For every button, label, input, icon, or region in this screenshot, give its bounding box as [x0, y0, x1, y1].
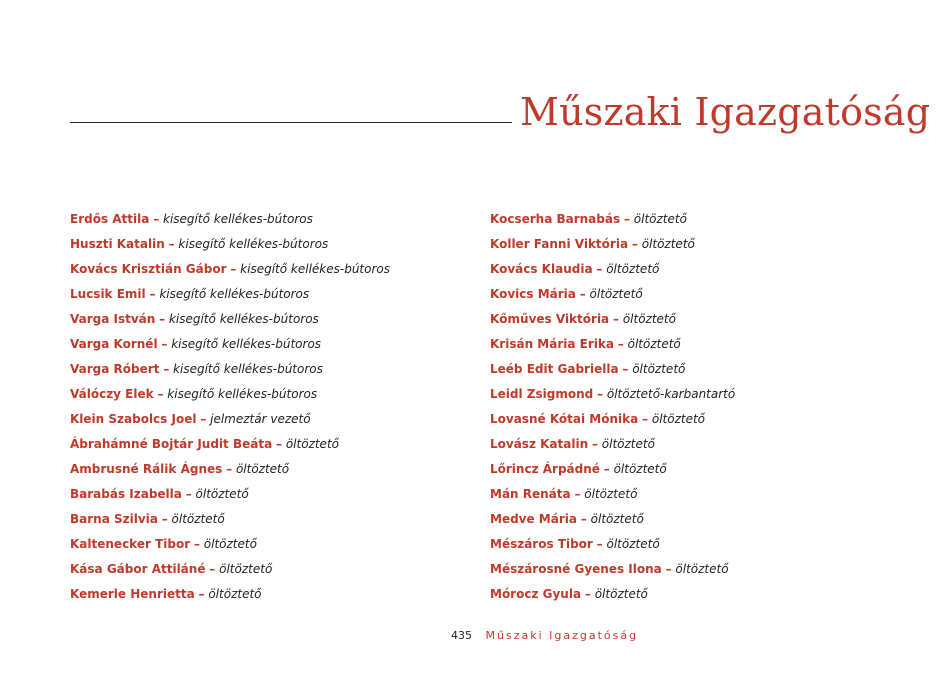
- staff-name: Leéb Edit Gabriella: [490, 362, 619, 376]
- staff-name: Kocserha Barnabás: [490, 212, 621, 226]
- staff-role: öltöztető: [632, 362, 686, 376]
- staff-entry: [490, 434, 735, 459]
- staff-role: öltöztető: [285, 437, 339, 451]
- staff-name: Leidl Zsigmond: [490, 387, 594, 401]
- running-title: Műszaki Igazgatóság: [485, 629, 639, 642]
- staff-name: Lovász Katalin: [490, 437, 589, 451]
- staff-name: Klein Szabolcs Joel: [70, 412, 197, 426]
- staff-name: Mán Renáta: [490, 487, 571, 501]
- dash-separator: –: [622, 362, 629, 376]
- staff-entry: [70, 359, 390, 384]
- staff-entry: [490, 559, 735, 584]
- dash-separator: –: [168, 237, 175, 251]
- staff-name: Varga István: [70, 312, 156, 326]
- dash-separator: –: [574, 487, 581, 501]
- staff-role: öltöztető: [627, 337, 681, 351]
- staff-name: Ábrahámné Bojtár Judit Beáta: [70, 437, 273, 451]
- dash-separator: –: [198, 587, 205, 601]
- staff-role: kisegítő kellékes-bútoros: [159, 287, 310, 301]
- dash-separator: –: [591, 437, 598, 451]
- staff-name: Lovasné Kótai Mónika: [490, 412, 639, 426]
- dash-separator: –: [230, 262, 237, 276]
- staff-role: kisegítő kellékes-bútoros: [171, 337, 322, 351]
- page-footer: [451, 627, 638, 645]
- dash-separator: –: [580, 512, 587, 526]
- dash-separator: –: [149, 287, 156, 301]
- dash-separator: –: [623, 212, 630, 226]
- staff-name: Kovics Mária: [490, 287, 576, 301]
- dash-separator: –: [603, 462, 610, 476]
- dash-separator: –: [226, 462, 233, 476]
- dash-separator: –: [665, 562, 672, 576]
- staff-list-right: [490, 209, 735, 609]
- staff-entry: [490, 209, 735, 234]
- staff-name: Lucsik Emil: [70, 287, 146, 301]
- staff-entry: [70, 234, 390, 259]
- dash-separator: –: [276, 437, 282, 451]
- staff-role: öltöztető: [219, 562, 273, 576]
- dash-separator: –: [157, 387, 164, 401]
- staff-entry: [490, 534, 735, 559]
- dash-separator: –: [584, 587, 591, 601]
- dash-separator: –: [193, 537, 200, 551]
- staff-entry: [70, 409, 390, 434]
- staff-name: Kovács Krisztián Gábor: [70, 262, 227, 276]
- staff-role: öltöztető: [622, 312, 676, 326]
- staff-name: Kőműves Viktória: [490, 312, 610, 326]
- staff-role: öltöztető: [171, 512, 225, 526]
- staff-role: öltöztető: [606, 537, 660, 551]
- staff-role: kisegítő kellékes-bútoros: [163, 212, 313, 226]
- staff-role: öltöztető: [235, 462, 290, 476]
- page-number: 435: [451, 629, 472, 642]
- staff-entry: [70, 309, 390, 334]
- staff-entry: [490, 309, 735, 334]
- staff-entry: [70, 384, 390, 409]
- staff-name: Mészárosné Gyenes Ilona: [490, 562, 662, 576]
- staff-name: Krisán Mária Erika: [490, 337, 614, 351]
- staff-name: Varga Kornél: [70, 337, 158, 351]
- staff-entry: [70, 459, 390, 484]
- staff-role: öltöztető: [633, 212, 687, 226]
- staff-role: öltöztető: [590, 512, 644, 526]
- staff-entry: [490, 484, 735, 509]
- staff-name: Kása Gábor Attiláné: [70, 562, 206, 576]
- dash-separator: –: [579, 287, 586, 301]
- dash-separator: –: [185, 487, 192, 501]
- page-title: Műszaki Igazgatóság: [520, 90, 931, 134]
- staff-role: öltöztető: [613, 462, 667, 476]
- staff-role: kisegítő kellékes-bútoros: [167, 387, 318, 401]
- staff-role: jelmeztár vezető: [210, 412, 311, 426]
- staff-entry: [490, 384, 735, 409]
- staff-entry: [70, 534, 390, 559]
- staff-entry: [490, 584, 735, 609]
- dash-separator: –: [597, 387, 604, 401]
- dash-separator: –: [209, 562, 216, 576]
- staff-entry: [490, 409, 735, 434]
- staff-entry: [70, 209, 390, 234]
- staff-role: öltöztető: [641, 237, 695, 251]
- staff-entry: [490, 334, 735, 359]
- dash-separator: –: [617, 337, 624, 351]
- staff-name: Válóczy Elek: [70, 387, 154, 401]
- dash-separator: –: [159, 312, 166, 326]
- staff-name: Medve Mária: [490, 512, 577, 526]
- staff-name: Kovács Klaudia: [490, 262, 593, 276]
- staff-entry: [490, 284, 735, 309]
- staff-role: kisegítő kellékes-bútoros: [173, 362, 323, 376]
- dash-separator: –: [153, 212, 160, 226]
- staff-name: Erdős Attila: [70, 212, 150, 226]
- staff-entry: [490, 234, 735, 259]
- staff-name: Barabás Izabella: [70, 487, 182, 501]
- staff-role: öltöztető: [651, 412, 706, 426]
- staff-role: öltöztető: [675, 562, 729, 576]
- staff-entry: [490, 359, 735, 384]
- staff-role: öltöztető: [606, 262, 660, 276]
- dash-separator: –: [200, 412, 207, 426]
- header-rule: [70, 122, 512, 123]
- staff-role: öltöztető: [195, 487, 249, 501]
- dash-separator: –: [161, 337, 168, 351]
- staff-name: Kaltenecker Tibor: [70, 537, 191, 551]
- staff-role: kisegítő kellékes-bútoros: [178, 237, 329, 251]
- staff-role: öltöztető: [594, 587, 648, 601]
- dash-separator: –: [596, 537, 603, 551]
- staff-name: Mészáros Tibor: [490, 537, 593, 551]
- staff-name: Mórocz Gyula: [490, 587, 582, 601]
- staff-role: öltöztető: [208, 587, 262, 601]
- staff-role: öltöztető: [584, 487, 638, 501]
- staff-role: kisegítő kellékes-bútoros: [168, 312, 319, 326]
- staff-entry: [70, 334, 390, 359]
- staff-role: öltöztető-karbantartó: [606, 387, 736, 401]
- staff-name: Kemerle Henrietta: [70, 587, 195, 601]
- staff-role: öltöztető: [203, 537, 257, 551]
- dash-separator: –: [163, 362, 170, 376]
- staff-list-left: [70, 209, 390, 609]
- staff-entry: [490, 259, 735, 284]
- staff-role: kisegítő kellékes-bútoros: [240, 262, 390, 276]
- dash-separator: –: [631, 237, 638, 251]
- staff-role: öltöztető: [601, 437, 655, 451]
- staff-entry: [70, 584, 390, 609]
- staff-name: Huszti Katalin: [70, 237, 165, 251]
- staff-entry: [490, 459, 735, 484]
- dash-separator: –: [596, 262, 603, 276]
- dash-separator: –: [612, 312, 619, 326]
- staff-role: öltöztető: [589, 287, 643, 301]
- staff-entry: [70, 509, 390, 534]
- staff-entry: [70, 259, 390, 284]
- staff-entry: [70, 559, 390, 584]
- staff-name: Barna Szilvia: [70, 512, 158, 526]
- dash-separator: –: [161, 512, 168, 526]
- staff-entry: [70, 434, 390, 459]
- staff-entry: [70, 284, 390, 309]
- staff-name: Ambrusné Rálik Ágnes: [70, 462, 223, 476]
- dash-separator: –: [642, 412, 649, 426]
- staff-entry: [490, 509, 735, 534]
- staff-name: Lőrincz Árpádné: [490, 462, 600, 476]
- staff-name: Varga Róbert: [70, 362, 160, 376]
- staff-entry: [70, 484, 390, 509]
- staff-name: Koller Fanni Viktória: [490, 237, 629, 251]
